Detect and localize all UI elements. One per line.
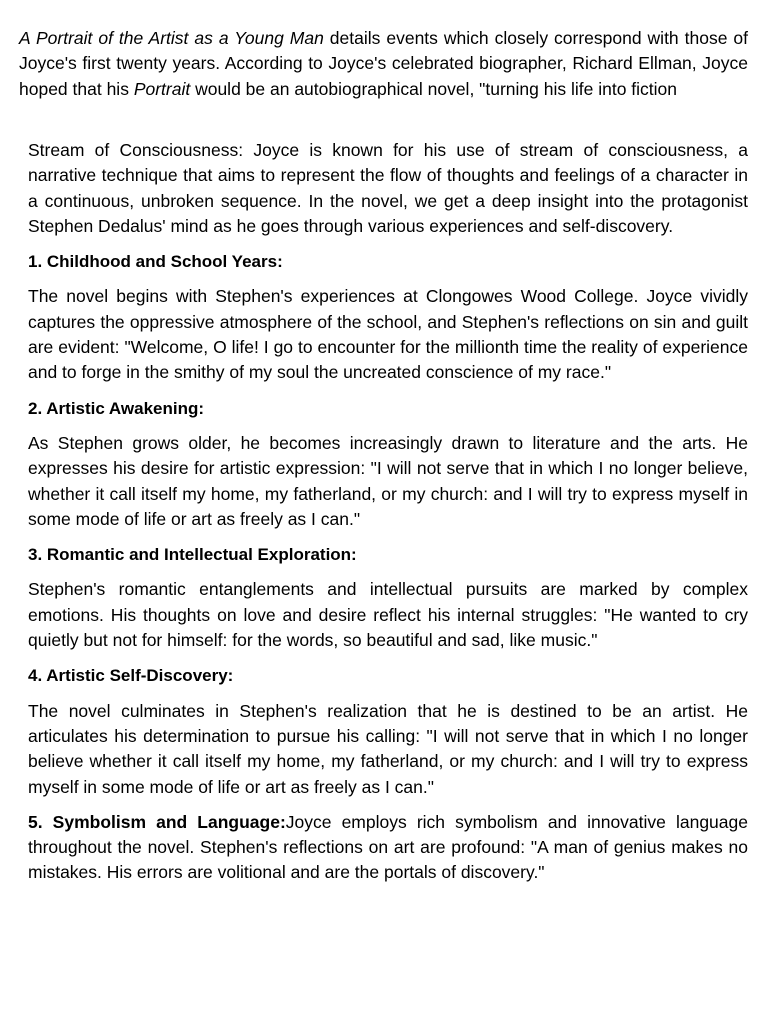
section-body-childhood: The novel begins with Stephen's experiences at Clongowes Wood College. Joyce vividly captures the oppressive atmosphere of the school, and Stephen's reflections on sin and guilt are evident: "Welcome, O life! I go to encounter for the millionth time the reality of experience and to forge in the smithy of my soul the uncreated conscience of my race."	[28, 286, 748, 383]
intro-text-part1: details events which closely correspond with those of Joyce's first twenty years. According to Joyce's celebrated biographer, Richard Ellman, Joyce hoped that his	[19, 28, 748, 99]
section-heading-romantic-exploration: 3. Romantic and Intellectual Exploration:	[28, 545, 357, 565]
section-heading-childhood: 1. Childhood and School Years:	[28, 252, 283, 272]
portrait-italic: Portrait	[133, 78, 191, 99]
section-body-self-discovery: The novel culminates in Stephen's realization that he is destined to be an artist. He articulates his determination to pursue his calling: "I will not serve that in which I no longer believe whether it call itself my home, my fatherland, or my church: and I will try to express myself in some mode of life or art as freely as I can."	[28, 700, 748, 797]
section-body-artistic-awakening: As Stephen grows older, he becomes increasingly drawn to literature and the arts. He expresses his desire for artistic expression: "I will not serve that in which I no longer believe, whether it call itself my home, my fatherland, or my church: and I will try to express myself in some mode of life or art as freely as I can."	[28, 432, 748, 529]
book-title: A Portrait of the Artist as a Young Man	[19, 28, 324, 48]
symbolism-paragraph	[28, 810, 748, 886]
section-body-symbolism: Joyce employs rich symbolism and innovative language throughout the novel. Stephen's reflections on art are profound: "A man of genius makes no mistakes. His errors are volitional and are the portals of discovery."	[28, 811, 748, 883]
section-heading-symbolism: 5. Symbolism and Language:	[28, 811, 286, 832]
section-body-romantic-exploration: Stephen's romantic entanglements and intellectual pursuits are marked by complex emotions. His thoughts on love and desire reflect his internal struggles: "He wanted to cry quietly but not for himself: for the words, so beautiful and sad, like music."	[28, 579, 748, 651]
intro-text-part2: would be an autobiographical novel, "turning his life into fiction	[190, 78, 678, 99]
stream-of-consciousness-paragraph: Stream of Consciousness: Joyce is known for his use of stream of consciousness, a narrative technique that aims to represent the flow of thoughts and feelings of a character in a continuous, unbroken sequence. In the novel, we get a deep insight into the protagonist Stephen Dedalus' mind as he goes through various experiences and self-discovery.	[28, 140, 748, 236]
analysis-content	[28, 138, 748, 896]
section-heading-artistic-awakening: 2. Artistic Awakening:	[28, 398, 205, 418]
intro-paragraph	[19, 26, 748, 102]
section-heading-self-discovery: 4. Artistic Self-Discovery:	[28, 666, 234, 686]
